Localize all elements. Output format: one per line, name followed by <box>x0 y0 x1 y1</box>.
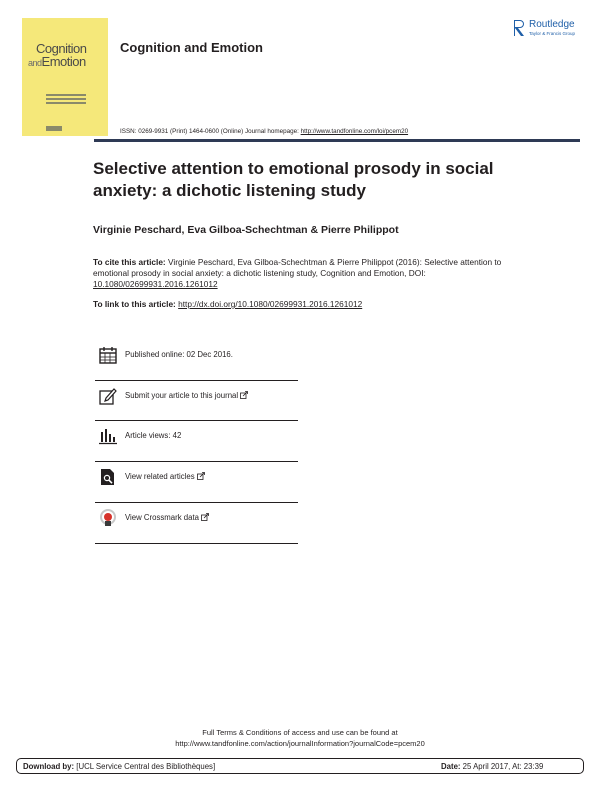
cover-title-line1: Cognition <box>36 41 87 56</box>
issn-text: ISSN: 0269-9931 (Print) 1464-0600 (Online) Journal homepage: <box>120 128 301 135</box>
crossmark-row[interactable] <box>95 505 298 535</box>
submit-link[interactable]: Submit your article to this journal <box>125 391 239 400</box>
divider <box>95 420 298 421</box>
downloaded-by: Download by: [UCL Service Central des Bibliothèques] <box>23 762 216 771</box>
cite-text: Virginie Peschard, Eva Gilboa-Schechtman & Pierre Philippot (2016): Selective attention to emotional prosody in social anxiety: a dichotic listening study, Cognition and Emotion, DOI: <box>93 257 502 278</box>
external-link-icon <box>201 513 209 521</box>
article-link-line <box>93 299 362 309</box>
publisher-sub: Taylor & Francis Group <box>529 31 576 36</box>
article-url-link[interactable]: http://dx.doi.org/10.1080/02699931.2016.1261012 <box>178 299 363 309</box>
terms-line1: Full Terms & Conditions of access and use can be found at <box>202 728 398 737</box>
link-label: To link to this article: <box>93 299 179 309</box>
cover-title-and: and <box>28 58 42 68</box>
related-row[interactable] <box>95 464 298 494</box>
cite-label: To cite this article: <box>93 257 166 267</box>
citation <box>93 257 513 290</box>
cover-title-line2: Emotion <box>41 54 86 69</box>
terms-url[interactable]: http://www.tandfonline.com/action/journalInformation?journalCode=pcem20 <box>175 739 425 748</box>
cover-title <box>28 42 86 70</box>
external-link-icon <box>240 391 248 399</box>
submit-row[interactable] <box>95 383 298 413</box>
divider <box>95 502 298 503</box>
article-title: Selective attention to emotional prosody in social anxiety: a dichotic listening study <box>93 159 494 200</box>
views-row <box>95 423 298 453</box>
calendar-icon <box>99 346 117 364</box>
cover-fine-print <box>46 94 86 108</box>
download-bar <box>16 758 584 774</box>
doi-link[interactable]: 10.1080/02699931.2016.1261012 <box>93 279 218 289</box>
published-date: Published online: 02 Dec 2016. <box>125 350 233 359</box>
cover-publisher-logo <box>46 126 62 131</box>
journal-homepage-link[interactable]: http://www.tandfonline.com/loi/pcem20 <box>300 128 409 135</box>
related-articles-link[interactable]: View related articles <box>125 472 195 481</box>
divider <box>95 380 298 381</box>
external-link-icon <box>197 472 205 480</box>
search-document-icon <box>99 468 117 486</box>
divider <box>95 461 298 462</box>
crossmark-link[interactable]: View Crossmark data <box>125 513 199 522</box>
journal-cover <box>22 18 108 136</box>
terms-notice <box>0 727 600 749</box>
article-authors: Virginie Peschard, Eva Gilboa-Schechtman & Pierre Philippot <box>93 224 399 236</box>
issn-line <box>120 128 408 135</box>
header-rule <box>94 139 580 142</box>
article-views: Article views: 42 <box>125 431 182 440</box>
bar-chart-icon <box>99 427 117 445</box>
publisher-name: Routledge <box>529 19 575 30</box>
download-date: Date: 25 April 2017, At: 23:39 <box>441 762 544 771</box>
routledge-mark-icon <box>512 18 526 38</box>
publisher-logo <box>512 18 592 40</box>
divider <box>95 543 298 544</box>
journal-name: Cognition and Emotion <box>120 40 263 55</box>
crossmark-icon <box>99 509 117 527</box>
published-row <box>95 342 298 372</box>
edit-icon <box>99 387 117 405</box>
